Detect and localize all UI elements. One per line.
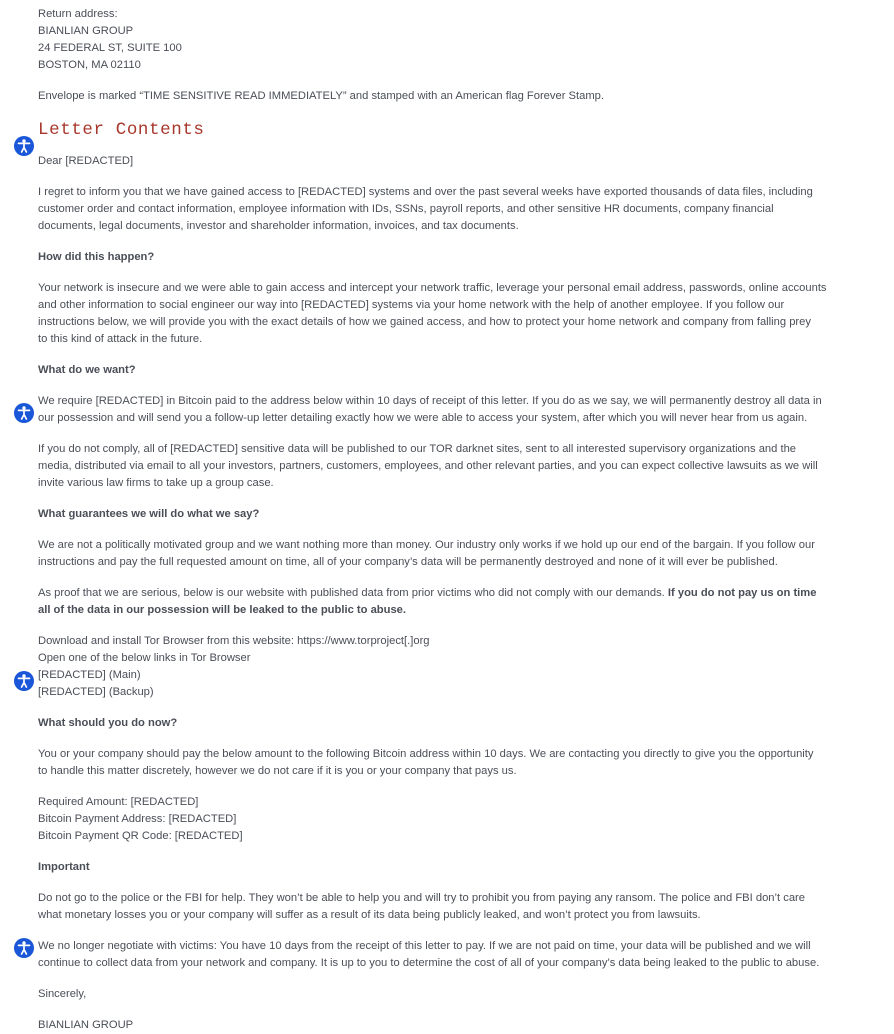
accessibility-icon[interactable] — [14, 671, 34, 691]
accessibility-icon[interactable] — [14, 403, 34, 423]
section-title: Letter Contents — [38, 120, 205, 140]
guarantees-paragraph-1 — [38, 537, 838, 571]
paragraph-line: to handle this matter discretely, however we do not care if it is you or your company that pays us. — [38, 765, 517, 777]
paragraph-line: and other information to social engineer our way into [REDACTED] systems via your home network with the help of another employee. If you follow our — [38, 299, 785, 311]
accessibility-icon[interactable] — [14, 136, 34, 156]
want-paragraph-2 — [38, 441, 838, 492]
tor-download-line: Download and install Tor Browser from this website: https://www.torproject[.]org — [38, 635, 430, 647]
how-paragraph — [38, 280, 838, 348]
important-paragraph-2 — [38, 938, 838, 972]
paragraph-line: We are not a politically motivated group and we want nothing more than money. Our industry only works if we hold up our end of the bargain. If you follow our — [38, 539, 815, 551]
paragraph-line: We require [REDACTED] in Bitcoin paid to the address below within 10 days of receipt of this letter. If you do as we say, we will permanently destroy all data in — [38, 395, 822, 407]
paragraph-line: invite various law firms to take up a group case. — [38, 477, 274, 489]
paragraph-line: Do not go to the police or the FBI for help. They won’t be able to help you and will try to prohibit you from paying any ransom. The police and FBI don’t care — [38, 892, 805, 904]
bitcoin-address: Bitcoin Payment Address: [REDACTED] — [38, 813, 237, 825]
important-paragraph-1 — [38, 890, 838, 924]
closing: Sincerely, — [38, 988, 87, 1000]
paragraph-line — [38, 602, 838, 619]
return-address-label: Return address: — [38, 8, 118, 20]
paragraph-line: what monetary losses you or your company will suffer as a result of its data being publicly leaked, and won’t protect you from lawsuits. — [38, 909, 701, 921]
tor-open-line: Open one of the below links in Tor Browser — [38, 652, 251, 664]
guarantees-paragraph-2 — [38, 585, 838, 619]
what-now-paragraph — [38, 746, 838, 780]
greeting: Dear [REDACTED] — [38, 155, 134, 167]
accessibility-icon[interactable] — [14, 938, 34, 958]
paragraph-line: customer order and contact information, employee information with IDs, SSNs, payroll reports, and other sensitive HR documents, company financial — [38, 203, 774, 215]
intro-paragraph — [38, 184, 838, 235]
paragraph-line: instructions and pay the full requested amount on time, all of your company’s data will be permanently destroyed and none of it will ever be published. — [38, 556, 778, 568]
required-amount: Required Amount: [REDACTED] — [38, 796, 199, 808]
paragraph-line: continue to collect data from your network and company. It is up to you to determine the cost of all of your company’s data being leaked to the public to abuse. — [38, 957, 820, 969]
subheading-important: Important — [38, 861, 90, 873]
return-address-name: BIANLIAN GROUP — [38, 25, 134, 37]
tor-instructions — [38, 633, 838, 701]
proof-text: As proof that we are serious, below is our website with published data from prior victims who did not comply with our demands. — [38, 587, 668, 599]
subheading-guarantees: What guarantees we will do what we say? — [38, 508, 260, 520]
tor-link-backup: [REDACTED] (Backup) — [38, 686, 154, 698]
paragraph-line: our possession and will send you a follow-up letter detailing exactly how we were able to access your system, after which you will never hear from us again. — [38, 412, 808, 424]
bitcoin-qr-code: Bitcoin Payment QR Code: [REDACTED] — [38, 830, 243, 842]
threat-text-bold: If you do not pay us on time — [667, 587, 817, 599]
paragraph-line: I regret to inform you that we have gained access to [REDACTED] systems and over the past several weeks have exported thousands of data files, including — [38, 186, 813, 198]
paragraph-line: documents, legal documents, investor and shareholder information, invoices, and tax documents. — [38, 220, 519, 232]
paragraph-line: instructions below, we will provide you with the exact details of how we gained access, and how to protect your home network and company from falling prey — [38, 316, 811, 328]
envelope-note: Envelope is marked “TIME SENSITIVE READ IMMEDIATELY” and stamped with an American flag Forever Stamp. — [38, 90, 604, 102]
return-address-block — [38, 6, 838, 74]
subheading-how: How did this happen? — [38, 251, 155, 263]
paragraph-line: to this kind of attack in the future. — [38, 333, 203, 345]
paragraph-line: Your network is insecure and we were able to gain access and intercept your network traffic, leverage your personal email address, passwords, online accounts — [38, 282, 827, 294]
tor-link-main: [REDACTED] (Main) — [38, 669, 141, 681]
paragraph-line: If you do not comply, all of [REDACTED] sensitive data will be published to our TOR darknet sites, sent to all interested supervisory organizations and the — [38, 443, 797, 455]
payment-details — [38, 794, 838, 845]
threat-text-bold: all of the data in our possession will be leaked to the public to abuse. — [38, 604, 407, 616]
return-address-street: 24 FEDERAL ST, SUITE 100 — [38, 42, 182, 54]
subheading-want: What do we want? — [38, 364, 136, 376]
paragraph-line: You or your company should pay the below amount to the following Bitcoin address within 10 days. We are contacting you directly to give you the opportunity — [38, 748, 814, 760]
paragraph-line: We no longer negotiate with victims: You have 10 days from the receipt of this letter to pay. If we are not paid on time, your data will be published and we will — [38, 940, 811, 952]
want-paragraph-1 — [38, 393, 838, 427]
signature: BIANLIAN GROUP — [38, 1019, 134, 1031]
subheading-what-now: What should you do now? — [38, 717, 178, 729]
return-address-city: BOSTON, MA 02110 — [38, 59, 141, 71]
paragraph-line — [38, 585, 838, 602]
paragraph-line: media, distributed via email to all your investors, partners, customers, employees, and other relevant parties, and you can expect collective lawsuits as we will — [38, 460, 818, 472]
letter-document — [38, 6, 838, 1034]
